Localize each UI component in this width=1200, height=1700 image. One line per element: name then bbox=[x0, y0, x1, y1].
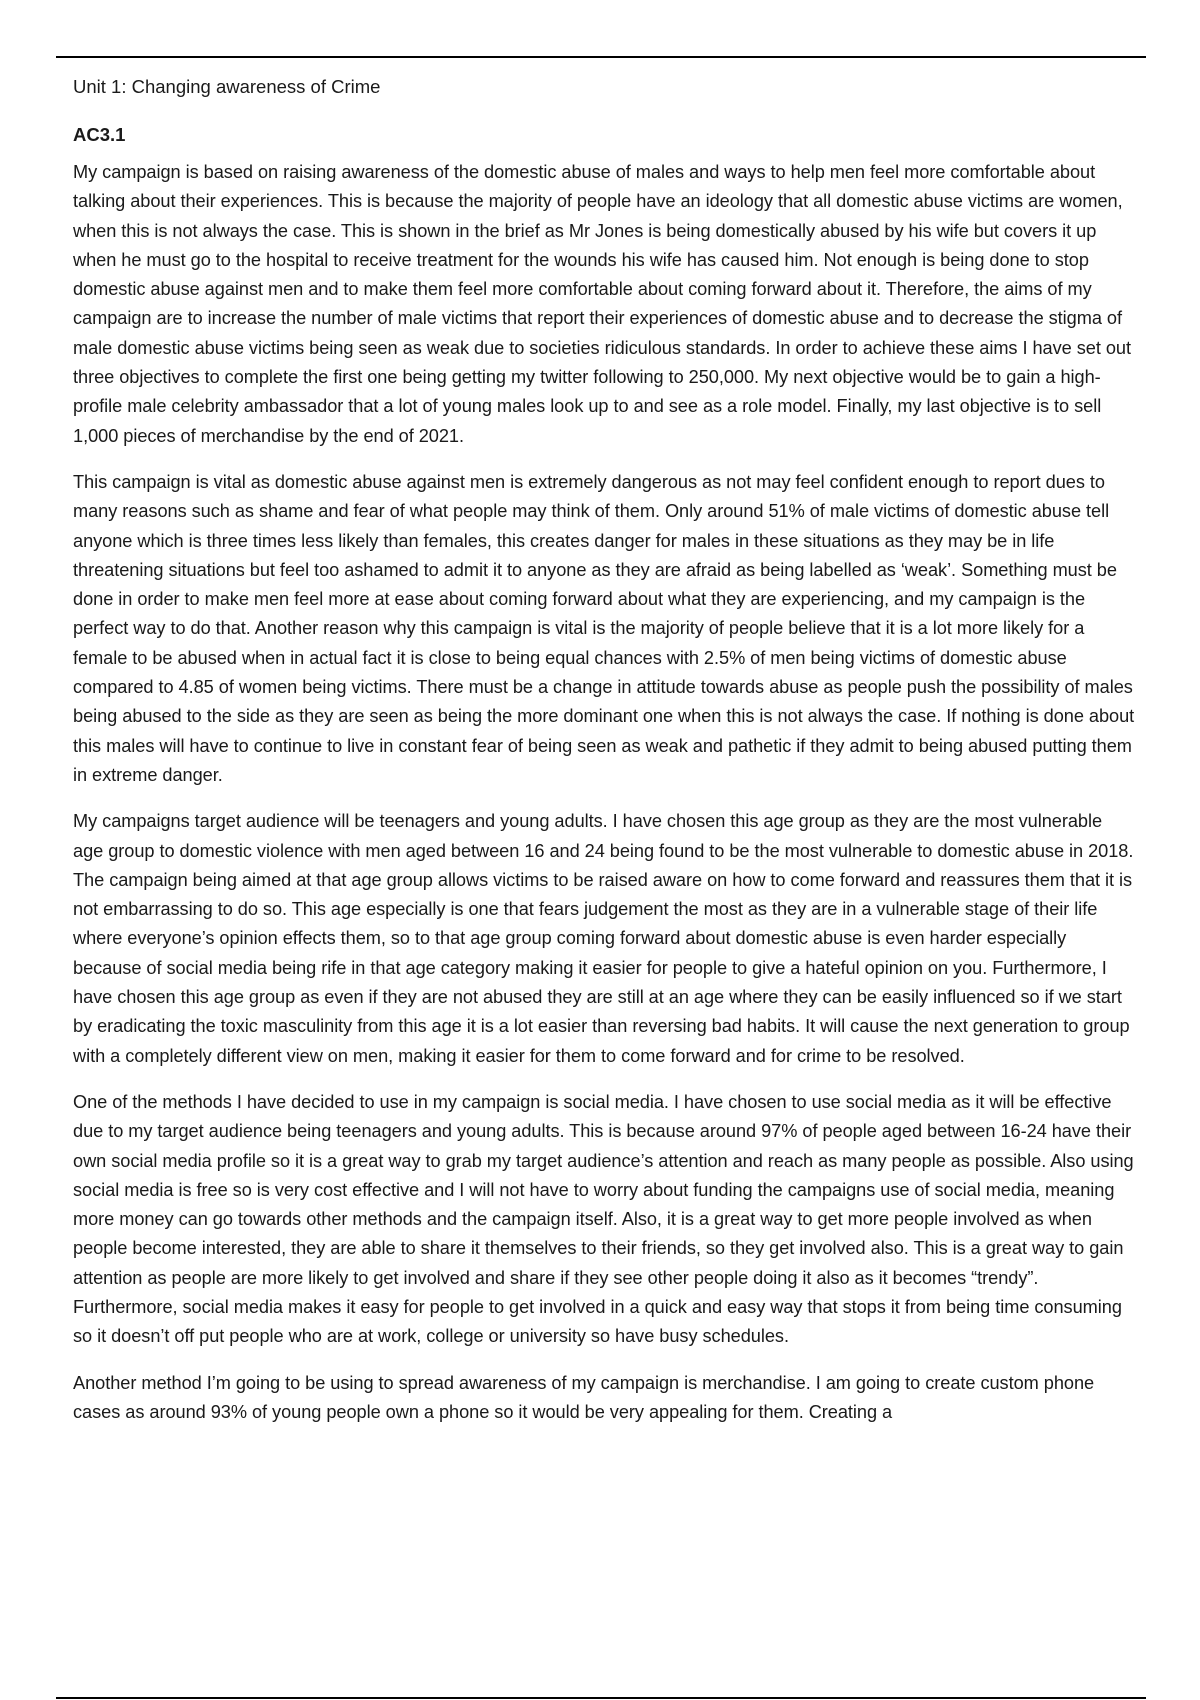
paragraph-campaign-aims: My campaign is based on raising awareness of the domestic abuse of males and ways to help men feel more comfortable about talking about their experiences. This is because the majority of people have an ideology that all domestic abuse victims are women, when this is not always the case. This is shown in the brief as Mr Jones is being domestically abused by his wife but covers it up when he must go to the hospital to receive treatment for the wounds his wife has caused him. Not enough is being done to stop domestic abuse against men and to make them feel more comfortable about coming forward about it. Therefore, the aims of my campaign are to increase the number of male victims that report their experiences of domestic abuse and to decrease the stigma of male domestic abuse victims being seen as weak due to societies ridiculous standards. In order to achieve these aims I have set out three objectives to complete the first one being getting my twitter following to 250,000. My next objective would be to gain a high-profile male celebrity ambassador that a lot of young males look up to and see as a role model. Finally, my last objective is to sell 1,000 pieces of merchandise by the end of 2021. bbox=[73, 162, 1131, 446]
header-rule bbox=[56, 56, 1146, 58]
paragraph-social-media: One of the methods I have decided to use in my campaign is social media. I have chosen to use social media as it will be effective due to my target audience being teenagers and young adults. This is because around 97% of people aged between 16-24 have their own social media profile so it is a great way to grab my target audience’s attention and reach as many people as possible. Also using social media is free so is very cost effective and I will not have to worry about funding the campaigns use of social media, meaning more money can go towards other methods and the campaign itself. Also, it is a great way to get more people involved as when people become interested, they are able to share it themselves to their friends, so they get involved also. This is a great way to gain attention as people are more likely to get involved and share if they see other people doing it also as it becomes “trendy”. Furthermore, social media makes it easy for people to get involved in a quick and easy way that stops it from being time consuming so it doesn’t off put people who are at work, college or university so have busy schedules. bbox=[73, 1091, 1134, 1347]
paragraph-target-audience: My campaigns target audience will be teenagers and young adults. I have chosen this age group as they are the most vulnerable age group to domestic violence with men aged between 16 and 24 being found to be the most vulnerable to domestic abuse in 2018. The campaign being aimed at that age group allows victims to be raised aware on how to come forward and reassures them that it is not embarrassing to do so. This age especially is one that fears judgement the most as they are in a vulnerable stage of their life where everyone’s opinion effects them, so to that age group coming forward about domestic abuse is even harder especially because of social media being rife in that age category making it easier for people to give a hateful opinion on you. Furthermore, I have chosen this age group as even if they are not abused they are still at an age where they can be easily influenced so if we start by eradicating the toxic masculinity from this age it is a lot easier than reversing bad habits. It will cause the next generation to group with a completely different view on men, making it easier for them to come forward and for crime to be resolved. bbox=[73, 811, 1134, 1066]
document-body bbox=[73, 74, 1135, 1444]
section-heading: AC3.1 bbox=[73, 124, 126, 145]
unit-title: Unit 1: Changing awareness of Crime bbox=[73, 76, 381, 97]
footer-rule bbox=[56, 1697, 1146, 1699]
paragraph-campaign-vital: This campaign is vital as domestic abuse against men is extremely dangerous as not may feel confident enough to report dues to many reasons such as shame and fear of what people may think of them. Only around 51% of male victims of domestic abuse tell anyone which is three times less likely than females, this creates danger for males in these situations as they may be in life threatening situations but feel too ashamed to admit it to anyone as they are afraid as being labelled as ‘weak’. Something must be done in order to make men feel more at ease about coming forward about what they are experiencing, and my campaign is the perfect way to do that. Another reason why this campaign is vital is the majority of people believe that it is a lot more likely for a female to be abused when in actual fact it is close to being equal chances with 2.5% of men being victims of domestic abuse compared to 4.85 of women being victims. There must be a change in attitude towards abuse as people push the possibility of males being abused to the side as they are seen as being the more dominant one when this is not always the case. If nothing is done about this males will have to continue to live in constant fear of being seen as weak and pathetic if they admit to being abused putting them in extreme danger. bbox=[73, 471, 1135, 785]
paragraph-merchandise: Another method I’m going to be using to spread awareness of my campaign is merchandise. I am going to create custom phone cases as around 93% of young people own a phone so it would be very appealing for them. Creating a bbox=[73, 1372, 1095, 1422]
